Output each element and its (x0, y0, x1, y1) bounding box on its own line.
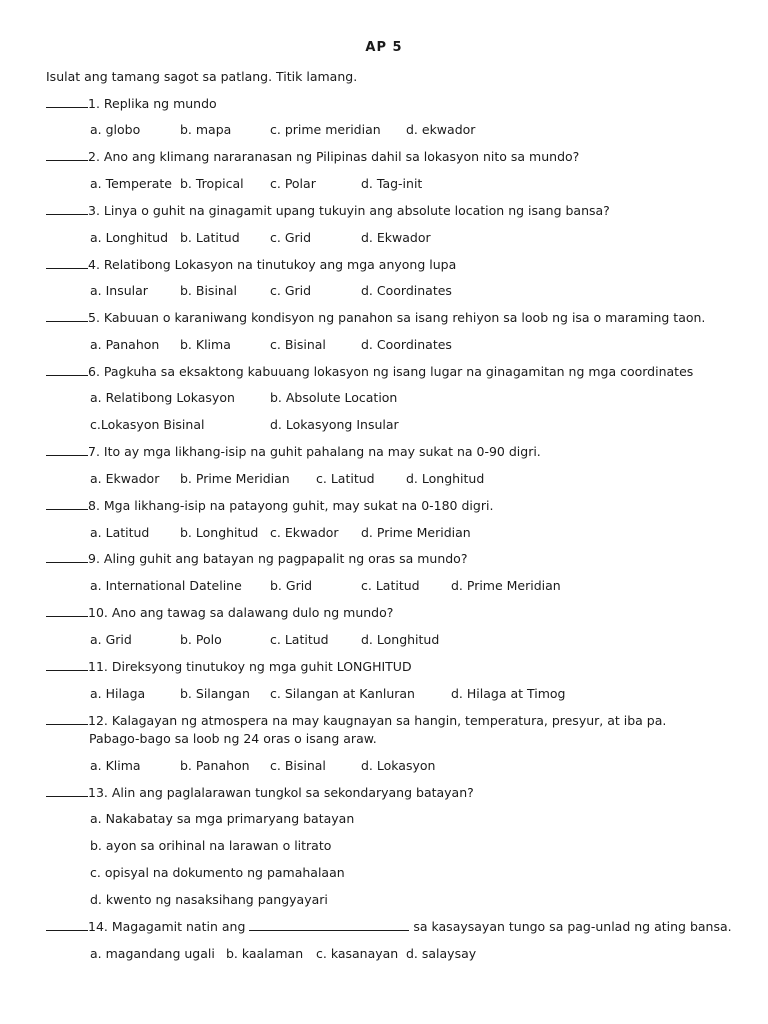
q9-option-b: b. Grid (270, 578, 313, 593)
question-2: 2. Ano ang klimang nararanasan ng Pilipinas dahil sa lokasyon nito sa mundo? (46, 148, 579, 166)
q10-option-b: b. Polo (180, 632, 222, 647)
fill-in-blank[interactable] (249, 918, 409, 931)
q9-option-c: c. Latitud (361, 578, 420, 593)
q11-option-c: c. Silangan at Kanluran (270, 686, 415, 701)
question-13: 13. Alin ang paglalarawan tungkol sa sekondaryang batayan? (46, 784, 474, 802)
question-12: 12. Kalagayan ng atmospera na may kaugnayan sa hangin, temperatura, presyur, at iba pa. (46, 712, 666, 730)
answer-blank[interactable] (46, 604, 88, 617)
q14-option-a: a. magandang ugali (90, 946, 215, 961)
question-4: 4. Relatibong Lokasyon na tinutukoy ang mga anyong lupa (46, 256, 456, 274)
question-11: 11. Direksyong tinutukoy ng mga guhit LONGHITUD (46, 658, 412, 676)
q1-option-c: c. prime meridian (270, 122, 381, 137)
q2-option-c: c. Polar (270, 176, 316, 191)
q14-option-c: c. kasanayan (316, 946, 399, 961)
q2-option-d: d. Tag-init (361, 176, 423, 191)
q7-option-a: a. Ekwador (90, 471, 160, 486)
q12-option-c: c. Bisinal (270, 758, 326, 773)
answer-blank[interactable] (46, 363, 88, 376)
answer-blank[interactable] (46, 309, 88, 322)
q12-option-a: a. Klima (90, 758, 141, 773)
q12-option-d: d. Lokasyon (361, 758, 436, 773)
q2-option-b: b. Tropical (180, 176, 244, 191)
q3-option-c: c. Grid (270, 230, 312, 245)
question-6: 6. Pagkuha sa eksaktong kabuuang lokasyon ng isang lugar na ginagamitan ng mga coordinates (46, 363, 693, 381)
answer-blank[interactable] (46, 95, 88, 108)
q10-option-c: c. Latitud (270, 632, 329, 647)
q13-option-d: d. kwento ng nasaksihang pangyayari (90, 892, 328, 907)
q3-option-a: a. Longhitud (90, 230, 169, 245)
q14-option-b: b. kaalaman (226, 946, 304, 961)
question-3: 3. Linya o guhit na ginagamit upang tukuyin ang absolute location ng isang bansa? (46, 202, 610, 220)
q8-option-c: c. Ekwador (270, 525, 339, 540)
q8-option-b: b. Longhitud (180, 525, 259, 540)
q3-option-b: b. Latitud (180, 230, 240, 245)
q6-option-b: b. Absolute Location (270, 390, 398, 405)
q11-option-a: a. Hilaga (90, 686, 146, 701)
answer-blank[interactable] (46, 712, 88, 725)
q1-option-d: d. ekwador (406, 122, 476, 137)
q7-option-b: b. Prime Meridian (180, 471, 290, 486)
q5-option-d: d. Coordinates (361, 337, 452, 352)
q10-option-a: a. Grid (90, 632, 132, 647)
q1-option-a: a. globo (90, 122, 141, 137)
question-8: 8. Mga likhang-isip na patayong guhit, may sukat na 0-180 digri. (46, 497, 493, 515)
answer-blank[interactable] (46, 202, 88, 215)
q4-option-a: a. Insular (90, 283, 148, 298)
answer-blank[interactable] (46, 148, 88, 161)
question-14: 14. Magagamit natin ang sa kasaysayan tungo sa pag-unlad ng ating bansa. (46, 918, 732, 936)
q5-option-b: b. Klima (180, 337, 231, 352)
answer-blank[interactable] (46, 497, 88, 510)
question-7: 7. Ito ay mga likhang-isip na guhit pahalang na may sukat na 0-90 digri. (46, 443, 541, 461)
question-5: 5. Kabuuan o karaniwang kondisyon ng panahon sa isang rehiyon sa loob ng isa o maraming taon. (46, 309, 705, 327)
question-12-continuation: Pabago-bago sa loob ng 24 oras o isang araw. (89, 731, 377, 746)
q1-option-b: b. mapa (180, 122, 232, 137)
q6-option-a: a. Relatibong Lokasyon (90, 390, 235, 405)
question-1: 1. Replika ng mundo (46, 95, 217, 113)
q9-option-a: a. International Dateline (90, 578, 242, 593)
q6-option-d: d. Lokasyong Insular (270, 417, 399, 432)
q14-option-d: d. salaysay (406, 946, 477, 961)
answer-blank[interactable] (46, 784, 88, 797)
q5-option-c: c. Bisinal (270, 337, 326, 352)
question-9: 9. Aling guhit ang batayan ng pagpapalit ng oras sa mundo? (46, 550, 467, 568)
q9-option-d: d. Prime Meridian (451, 578, 561, 593)
question-10: 10. Ano ang tawag sa dalawang dulo ng mundo? (46, 604, 393, 622)
q8-option-d: d. Prime Meridian (361, 525, 471, 540)
q13-option-a: a. Nakabatay sa mga primaryang batayan (90, 811, 355, 826)
answer-blank[interactable] (46, 256, 88, 269)
q4-option-d: d. Coordinates (361, 283, 452, 298)
q4-option-c: c. Grid (270, 283, 312, 298)
answer-blank[interactable] (46, 658, 88, 671)
q5-option-a: a. Panahon (90, 337, 160, 352)
q3-option-d: d. Ekwador (361, 230, 431, 245)
q11-option-d: d. Hilaga at Timog (451, 686, 566, 701)
q7-option-c: c. Latitud (316, 471, 375, 486)
q7-option-d: d. Longhitud (406, 471, 485, 486)
q6-option-c: c.Lokasyon Bisinal (90, 417, 205, 432)
q8-option-a: a. Latitud (90, 525, 150, 540)
answer-blank[interactable] (46, 918, 88, 931)
page-title: AP 5 (365, 40, 403, 55)
q12-option-b: b. Panahon (180, 758, 250, 773)
instruction: Isulat ang tamang sagot sa patlang. Titik lamang. (46, 69, 358, 84)
q11-option-b: b. Silangan (180, 686, 250, 701)
q13-option-c: c. opisyal na dokumento ng pamahalaan (90, 865, 345, 880)
answer-blank[interactable] (46, 550, 88, 563)
answer-blank[interactable] (46, 443, 88, 456)
q13-option-b: b. ayon sa orihinal na larawan o litrato (90, 838, 332, 853)
q4-option-b: b. Bisinal (180, 283, 237, 298)
q2-option-a: a. Temperate (90, 176, 173, 191)
q10-option-d: d. Longhitud (361, 632, 440, 647)
